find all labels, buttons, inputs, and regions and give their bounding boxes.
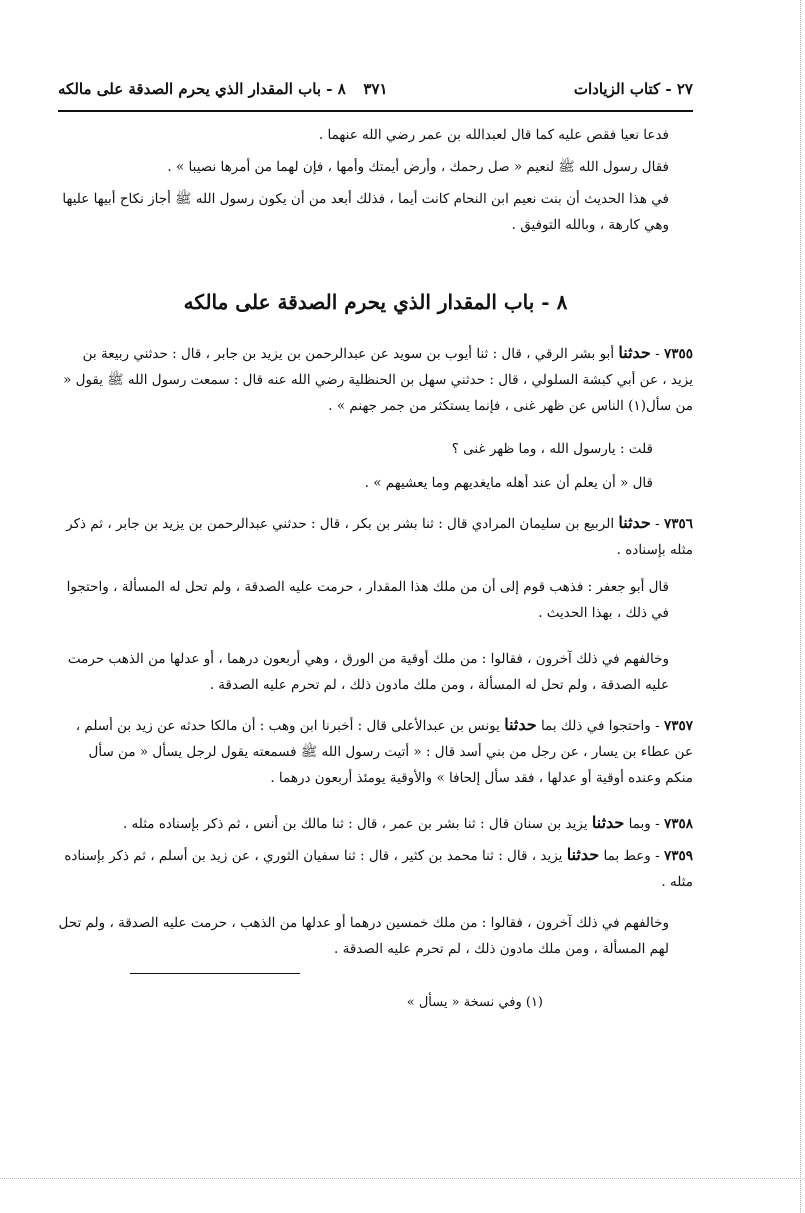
hadith-7357	[58, 712, 693, 791]
hadith-label: حدثنا	[618, 343, 651, 362]
intro-paragraph-1: فدعا نعيا فقص عليه كما قال لعبدالله بن عمر رضي الله عنهما .	[318, 127, 669, 143]
hadith-label: حدثنا	[566, 845, 600, 864]
question-line: قلت : يارسول الله ، وما ظهر غنى ؟	[451, 441, 653, 457]
question-block	[58, 436, 693, 496]
hadith-number: ٧٣٥٩	[663, 848, 693, 864]
hadith-lead: - وبما	[628, 816, 660, 832]
paragraph-text: وخالفهم في ذلك آخرون ، فقالوا : من ملك أوقية من الورق ، وهي أربعون درهما ، أو عدلها من الذهب حرمت عليه الصدقة ، ولم تحل له المسألة ، ومن ملك مادون ذلك ، لم تحرم عليه الصدقة .	[67, 651, 669, 693]
hadith-label: حدثنا	[618, 513, 651, 532]
paragraph-text: وخالفهم في ذلك آخرون ، فقالوا : من ملك خمسين درهما أو عدلها من الذهب ، حرمت عليه الصدقة ، ولم تحل لهم المسألة ، ومن ملك مادون ذلك ، لم تحرم عليه الصدقة .	[58, 915, 669, 957]
hadith-7359	[58, 842, 693, 895]
hadith-7358	[58, 810, 693, 837]
hadith-text: يزيد بن سنان قال : ثنا بشر بن عمر ، قال : ثنا مالك بن أنس ، ثم ذكر بإسناده مثله .	[122, 816, 588, 832]
hadith-7355: ٧٣٥٥ - حدثنا أبو بشر الرقي ، قال : ثنا أيوب بن سويد عن عبدالرحمن بن يزيد بن جابر ، قال : حدثني ربيعة بن يزيد ، عن أبي كبشة السلولي ، قال : حدثني سهل بن الحنظلية رضي الله عنه قال : سمعت رسول الله ﷺ يقول « من سأل(١) الناس عن ظهر غنى ، فإنما يستكثر من جمر جهنم » .	[63, 343, 693, 414]
intro-text	[58, 122, 693, 238]
hadith-number: ٧٣٥٨	[663, 816, 693, 832]
dissent-paragraph-1	[58, 646, 693, 698]
header-chapter-title: ٨ - باب المقدار الذي يحرم الصدقة على مالكه	[58, 80, 346, 98]
abu-jafar-paragraph	[58, 574, 693, 626]
hadith-label: حدثنا	[504, 715, 537, 734]
header-rule	[58, 110, 693, 112]
hadith-number: ٧٣٥٧	[663, 718, 693, 734]
intro-paragraph-3: في هذا الحديث أن بنت نعيم ابن النحام كانت أيما ، فذلك أبعد من أن يكون رسول الله ﷺ أجاز نكاح أبيها عليها وهي كارهة ، وبالله التوفيق .	[62, 191, 669, 233]
hadith-7356: ٧٣٥٦ - حدثنا الربيع بن سليمان المرادي قال : ثنا بشر بن بكر ، قال : حدثني عبدالرحمن بن يزيد بن جابر ، ثم ذكر مثله بإسناده .	[66, 513, 693, 558]
footnote: (١) وفي نسخة « يسأل »	[406, 995, 543, 1010]
scan-edge	[796, 0, 801, 1213]
scan-bottom-edge	[0, 1178, 805, 1179]
page-number: ٣٧١	[363, 80, 388, 98]
chapter-heading: ٨ - باب المقدار الذي يحرم الصدقة على مالكه	[183, 290, 568, 314]
intro-paragraph-2: فقال رسول الله ﷺ لنعيم « صل رحمك ، وأرض أيمتك وأمها ، فإن لهما من أمرها نصيبا » .	[167, 159, 669, 175]
hadith-text: يونس بن عبدالأعلى قال : أخبرنا ابن وهب : أن مالكا حدثه عن زيد بن أسلم ، عن عطاء بن يسار ، عن رجل من بني أسد قال : « أتيت رسول الله ﷺ فسمعته يقول لرجل يسأل « من سأل منكم وعنده أوقية أو عدلها ، فقد سأل إلحافا » والأوقية يومئذ أربعون درهما .	[75, 718, 693, 786]
paragraph-text: قال أبو جعفر : فذهب قوم إلى أن من ملك هذا المقدار ، حرمت عليه الصدقة ، ولم تحل له المسألة ، واحتجوا في ذلك ، بهذا الحديث .	[66, 579, 669, 621]
hadith-text: أبو بشر الرقي ، قال : ثنا أيوب بن سويد عن عبدالرحمن بن يزيد بن جابر ، قال : حدثني ربيعة بن يزيد ، عن أبي كبشة السلولي ، قال : حدثني سهل بن الحنظلية رضي الله عنه قال : سمعت رسول الله ﷺ يقول « من سأل(١) الناس عن ظهر غنى ، فإنما يستكثر من جمر جهنم » .	[63, 346, 693, 414]
hadith-number: ٧٣٥٦	[663, 516, 693, 532]
footnote-rule	[130, 973, 300, 974]
header-book-title: ٢٧ - كتاب الزيادات	[573, 80, 693, 98]
hadith-text: يزيد ، قال : ثنا محمد بن كثير ، قال : ثنا سفيان الثوري ، عن زيد بن أسلم ، ثم ذكر بإسناده مثله .	[64, 848, 693, 890]
running-header	[58, 76, 693, 106]
answer-line: قال « أن يعلم أن عند أهله مايغديهم وما يعشيهم » .	[364, 475, 653, 491]
dissent-paragraph-2	[58, 910, 693, 962]
hadith-lead: - واحتجوا في ذلك بما	[540, 718, 660, 734]
hadith-text: الربيع بن سليمان المرادي قال : ثنا بشر بن بكر ، قال : حدثني عبدالرحمن بن يزيد بن جابر ، ثم ذكر مثله بإسناده .	[66, 516, 693, 558]
hadith-number: ٧٣٥٥	[663, 346, 693, 362]
hadith-lead: - وعط بما	[603, 848, 660, 864]
hadith-label: حدثنا	[591, 813, 625, 832]
